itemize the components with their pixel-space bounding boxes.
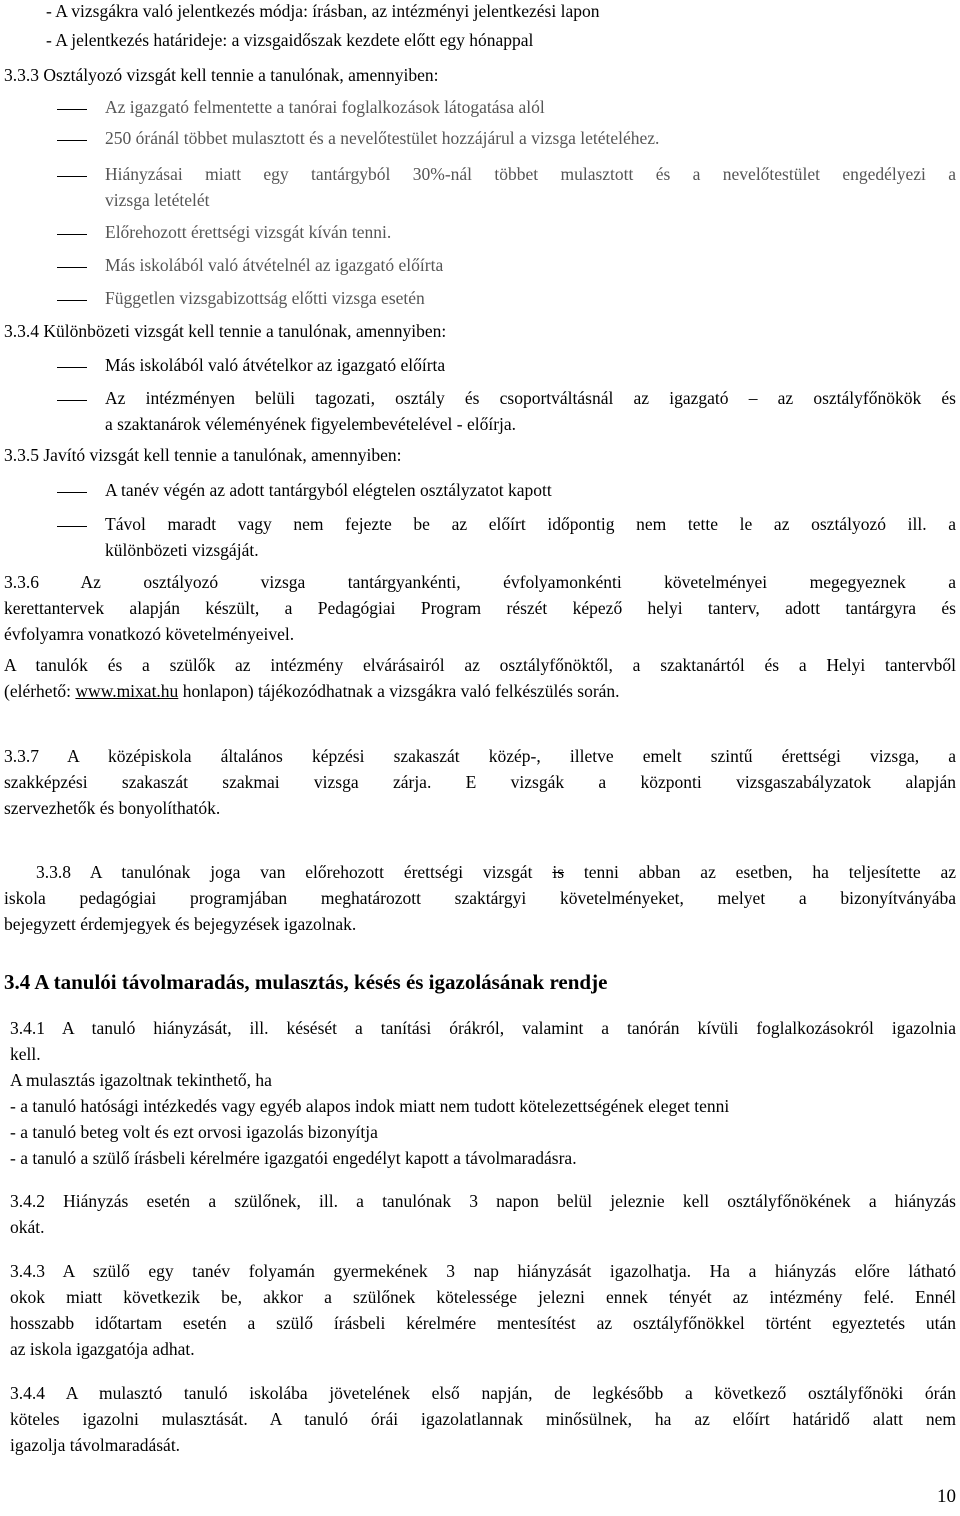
list-dash [57, 267, 87, 268]
section-3-4-1-line: - a tanuló hatósági intézkedés vagy egyéb alapos indok miatt nem tudott kötelezettségének eleget tenni [10, 1096, 730, 1116]
list-dash [57, 176, 87, 177]
list-dash [57, 400, 87, 401]
list-item: Előrehozott érettségi vizsgát kíván tenni. [105, 222, 392, 242]
struck-word: is [552, 862, 565, 882]
list-dash [57, 300, 87, 301]
list-item: Az igazgató felmentette a tanórai foglalkozások látogatása alól [105, 97, 545, 117]
section-3-3-8-text: 3.3.8 A tanulónak joga van előrehozott érettségi vizsgát [36, 862, 553, 882]
exam-application-deadline: - A jelentkezés határideje: a vizsgaidőszak kezdete előtt egy hónappal [46, 30, 534, 50]
section-3-3-3-heading: 3.3.3 Osztályozó vizsgát kell tennie a tanulónak, amennyiben: [4, 65, 439, 85]
section-3-4-1-line: A mulasztás igazoltnak tekinthető, ha [10, 1070, 272, 1090]
list-item: Távol maradt vagy nem fejezte be az előírt időpontig nem tette le az osztályozó ill. a [105, 514, 956, 534]
list-item: Hiányzásai miatt egy tantárgyból 30%-nál többet mulasztott és a nevelőtestület engedélyezi a [105, 164, 956, 184]
list-item: A tanév végén az adott tantárgyból elégtelen osztályzatot kapott [105, 480, 552, 500]
list-item: Más iskolából való átvételnél az igazgató előírta [105, 255, 444, 275]
section-3-4-2-line: 3.4.2 Hiányzás esetén a szülőnek, ill. a tanulónak 3 napon belül jeleznie kell osztályfőnökének a hiányzás [10, 1191, 956, 1211]
section-3-4-4-line: köteles igazolni mulasztását. A tanuló órái igazolatlannak minősülnek, ha az előírt határidő alatt nem [10, 1409, 956, 1429]
section-3-3-8-line [36, 861, 956, 883]
list-dash [57, 492, 87, 493]
section-3-4-heading: 3.4 A tanulói távolmaradás, mulasztás, késés és igazolásának rendje [4, 970, 608, 994]
section-3-4-1-line: - a tanuló beteg volt és ezt orvosi igazolás bizonyítja [10, 1122, 378, 1142]
section-3-3-8-line: iskola pedagógiai programjában meghatározott szaktárgyi követelményeket, melyet a bizonyítványába [4, 888, 956, 908]
section-3-4-3-line: okok miatt következik be, akkor a szülőnek kötelessége jelezni ennek tényét az intézmény felé. Ennél [10, 1287, 956, 1307]
section-3-3-8-text: tenni abban az esetben, ha teljesítette az [564, 862, 956, 882]
curriculum-info-line: A tanulók és a szülők az intézmény elvárásairól az osztályfőnöktől, a szaktanártól és a Helyi tantervből [4, 655, 956, 675]
section-3-3-7-line: szervezhetők és bonyolíthatók. [4, 798, 221, 818]
page-number: 10 [937, 1486, 956, 1507]
section-3-4-1-line: kell. [10, 1044, 41, 1064]
list-item-continuation: vizsga letételét [105, 190, 210, 210]
section-3-3-6-line: évfolyamra vonatkozó követelményeivel. [4, 624, 295, 644]
section-3-4-3-line: 3.4.3 A szülő egy tanév folyamán gyermekének 3 nap hiányzását igazolhatja. Ha a hiányzás előre látható [10, 1261, 956, 1281]
section-3-3-5-heading: 3.3.5 Javító vizsgát kell tennie a tanulónak, amennyiben: [4, 445, 402, 465]
curriculum-info-text: (elérhető: [4, 681, 76, 701]
list-item: Független vizsgabizottság előtti vizsga esetén [105, 288, 425, 308]
list-item: Más iskolából való átvételkor az igazgató előírta [105, 355, 446, 375]
list-item-continuation: különbözeti vizsgáját. [105, 540, 259, 560]
section-3-4-1-line: 3.4.1 A tanuló hiányzását, ill. késését a tanítási órákról, valamint a tanórán kívüli foglalkozásokról igazolnia [10, 1018, 956, 1038]
section-3-3-8-line: bejegyzett érdemjegyek és bejegyzések igazolnak. [4, 914, 357, 934]
list-dash [57, 234, 87, 235]
exam-application-method: - A vizsgákra való jelentkezés módja: írásban, az intézményi jelentkezési lapon [46, 1, 600, 21]
list-dash [57, 109, 87, 110]
section-3-4-3-line: hosszabb időtartam esetén a szülő írásbeli kérelmére mentesítést az osztályfőnökkel történt egyeztetés után [10, 1313, 956, 1333]
list-dash [57, 367, 87, 368]
list-item-continuation: a szaktanárok véleményének figyelembevételével - előírja. [105, 414, 517, 434]
section-3-3-4-heading: 3.3.4 Különbözeti vizsgát kell tennie a tanulónak, amennyiben: [4, 321, 447, 341]
section-3-4-4-line: 3.4.4 A mulasztó tanuló iskolába jövetelének első napján, de legkésőbb a következő osztályfőnöki órán [10, 1383, 956, 1403]
section-3-4-3-line: az iskola igazgatója adhat. [10, 1339, 195, 1359]
list-dash [57, 140, 87, 141]
curriculum-info-text: honlapon) tájékozódhatnak a vizsgákra való felkészülés során. [178, 681, 620, 701]
list-item: 250 óránál többet mulasztott és a nevelőtestület hozzájárul a vizsga letételéhez. [105, 128, 660, 148]
section-3-4-4-line: igazolja távolmaradását. [10, 1435, 181, 1455]
section-3-3-6-line: 3.3.6 Az osztályozó vizsga tantárgyankénti, évfolyamonkénti követelményei megegyeznek a [4, 572, 956, 592]
section-3-4-1-line: - a tanuló a szülő írásbeli kérelmére igazgatói engedélyt kapott a távolmaradásra. [10, 1148, 577, 1168]
section-3-3-7-line: 3.3.7 A középiskola általános képzési szakaszát közép-, illetve emelt szintű érettségi vizsga, a [4, 746, 956, 766]
section-3-3-7-line: szakképzési szakaszát szakmai vizsga zárja. E vizsgák a központi vizsgaszabályzatok alapján [4, 772, 956, 792]
list-dash [57, 526, 87, 527]
section-3-3-6-line: kerettantervek alapján készült, a Pedagógiai Program részét képező helyi tanterv, adott tantárgyra és [4, 598, 956, 618]
list-item: Az intézményen belüli tagozati, osztály és csoportváltásnál az igazgató – az osztályfőnökök és [105, 388, 956, 408]
section-3-4-2-line: okát. [10, 1217, 45, 1237]
curriculum-info-line [4, 680, 620, 702]
website-link[interactable]: www.mixat.hu [75, 681, 179, 701]
